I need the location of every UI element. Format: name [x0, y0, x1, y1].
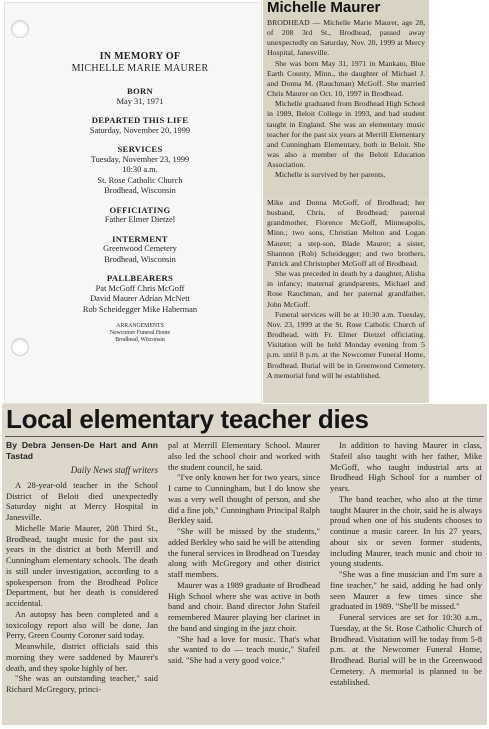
obituary-paragraph: BRODHEAD — Michelle Marie Maurer, age 28, of 208 3rd St., Brodhead, passed away unexpectedly on Saturday, Nov. 20, 1999 at Mercy Hospital, Janesville.: [267, 18, 425, 58]
pallbearers-line: David Maurer Adrian McNett: [90, 294, 190, 303]
interment-line: Brodhead, Wisconsin: [104, 254, 176, 264]
article-paragraph: Meanwhile, district officials said this morning they were saddened by Maurer's death, and they spoke highly of her.: [6, 641, 158, 673]
memorial-name: MICHELLE MARIE MAURER: [71, 63, 209, 74]
obituary-clipping-bottom: [263, 195, 429, 403]
news-article: [2, 404, 487, 725]
article-paragraph-continued: pal at Merrill Elementary School. Maurer also led the school choir and worked with the student council, he said.: [168, 440, 320, 472]
arrangements-line: Brodhead, Wisconsin: [115, 337, 165, 344]
obituary-text-bottom: [263, 195, 429, 381]
born-label: BORN: [126, 86, 154, 96]
departed-label: DEPARTED THIS LIFE: [91, 115, 189, 125]
article-paragraph: A 28-year-old teacher in the School District of Beloit died unexpectedly Saturday night at Mercy Hospital in Janesville.: [6, 479, 158, 522]
officiating-label: OFFICIATING: [109, 204, 171, 215]
memorial-title: IN MEMORY OF: [99, 51, 181, 62]
obituary-title: Michelle Maurer: [267, 0, 381, 16]
officiating-name: Father Elmer Dietzel: [104, 215, 176, 224]
article-headline: Local elementary teacher dies: [6, 404, 369, 434]
services-line: Tuesday, November 23, 1999: [90, 154, 190, 164]
pallbearers-line: Pat McGoff Chris McGoff: [95, 283, 185, 293]
services-line: St. Rose Catholic Church: [97, 175, 183, 185]
memorial-card: [4, 2, 262, 404]
services-line: Brodhead, Wisconsin: [104, 186, 176, 195]
article-byline: By Debra Jensen-De Hart and Ann Tastad: [6, 440, 158, 461]
article-column-1: [6, 440, 158, 695]
obituary-paragraph: Michelle is survived by her parents,: [275, 170, 386, 180]
article-column-3: [330, 440, 482, 687]
obituary-paragraph: Funeral services will be at 10:30 a.m. Tuesday, Nov. 23, 1999 at the St. Rose Catholic Church of Brodhead, with Fr. Elmer Dietzel officiating. Visitation will be held Monday evening from 5 p.m. until 8 p.m. at the Newcomer Funeral Home, Brodhead. Burial will be in Greenwood Cemetery. A memorial fund will be established.: [267, 309, 425, 380]
article-paragraph: "She had a love for music. That's what she wanted to do — teach music," Stafeil said. "She had a very good voice.": [168, 633, 320, 665]
article-paragraph: In addition to having Maurer in class, Stafeil also taught with her father, Mike McGoff, who taught industrial arts at Brodhead High School for a number of years.: [330, 440, 482, 493]
departed-date: Saturday, November 20, 1999: [89, 125, 191, 135]
arrangements-label: ARRANGEMENTS: [116, 323, 164, 329]
interment-label: INTERMENT: [112, 233, 168, 244]
article-paragraph: "She was a fine musician and I'm sure a fine teacher," he said, adding he had only seen Maurer a few times since she graduated in 1989. "She'll be missed.": [330, 569, 482, 612]
obituary-paragraph: Mike and Donna McGoff, of Brodhead; her husband, Chris, of Brodhead; paternal grandmother, Florence McGoff, Minneapolis, Minn.; two sons, Christian Melton and Logan Maurer; a step-son, Blade Maurer; a sister, Shannon (Rob) Scheidegger; and two brothers, Patrick and Christopher McGoff all of Brodhead.: [267, 198, 425, 268]
services-label: SERVICES: [117, 144, 163, 154]
obituary-paragraph: She was preceded in death by a daughter, Alisha in infancy; maternal grandparents, Michael and Rose Rauchman, and her paternal grandfather, John McGoff.: [267, 269, 425, 309]
article-paragraph: Michelle Marie Maurer, 208 Third St., Brodhead, taught music for the past six years in the district at both Merrill and Cunningham elementary schools. The death is still under investigation, according to a spokesperson from the Brodhead Police Department, but her death is considered accidental.: [6, 522, 158, 608]
article-paragraph: "She was an outstanding teacher," said Richard McGregory, princi-: [6, 673, 158, 694]
punch-hole-top: [11, 20, 29, 38]
article-column-2: [168, 440, 320, 666]
pallbearers-label: PALLBEARERS: [106, 273, 174, 283]
article-paragraph: Maurer was a 1989 graduate of Brodhead High School where she was active in both band and choir. Band director John Stafeil remembered Maurer playing her clarinet in the band and singing in the jazz choir.: [168, 579, 320, 633]
services-line: 10:30 a.m.: [122, 165, 158, 174]
interment-line: Greenwood Cemetery: [103, 244, 177, 253]
article-paragraph: "I've only known her for two years, since I came to Cunningham, but I do know she was a very well thought of person, and she did a fine job," Cunningham Principal Ralph Berkley said.: [168, 472, 320, 526]
headline-rule: [5, 436, 484, 437]
article-paragraph: The band teacher, who also at the time taught Maurer in the choir, said he is always proud when one of his students chooses to continue a music career. In his 27 years, about six or seven former students, including Maurer, teach music and choir to young students.: [330, 493, 482, 569]
obituary-paragraph: She was born May 31, 1971 in Mankato, Blue Earth County, Minn., the daughter of Michael J. and Donna M. (Rauchman) McGoff. She married Chris Maurer on Oct. 10, 1997 in Brodhead.: [267, 58, 425, 99]
article-paragraph: An autopsy has been completed and a toxicology report also will be done, Jan Perry, Green County Coroner said today.: [6, 608, 158, 641]
article-staff-credit: Daily News staff writers: [70, 465, 158, 475]
born-date: May 31, 1971: [116, 96, 164, 106]
obituary-paragraph: Michelle graduated from Brodhead High School in 1989, Beloit College in 1993, and had student taught in England. She was an elementary music teacher for the past six years at Merrill Elementary and Cunningham Elementary, both in Beloit. She was also a member of the Beloit Education Association.: [267, 99, 425, 170]
article-paragraph: "She will be missed by the students," added Berkley who said he will be attending the funeral services in Brodhead on Tuesday along with McGregory and other district staff members.: [168, 526, 320, 579]
arrangements-line: Newcomer Funeral Home: [109, 330, 171, 337]
obituary-clipping-top: [263, 0, 429, 195]
pallbearers-line: Rob Scheidegger Mike Haberman: [82, 304, 198, 314]
article-paragraph: Funeral services are set for 10:30 a.m., Tuesday, at the St. Rose Catholic Church of Brodhead. Visitation will be today from 5-8 p.m. at the Newcomer Funeral Home, Brodhead. Burial will be in the Greenwood Cemetery. A memorial is planned to be established.: [330, 612, 482, 687]
memorial-text: [25, 51, 255, 345]
obituary-text-top: [263, 18, 429, 181]
